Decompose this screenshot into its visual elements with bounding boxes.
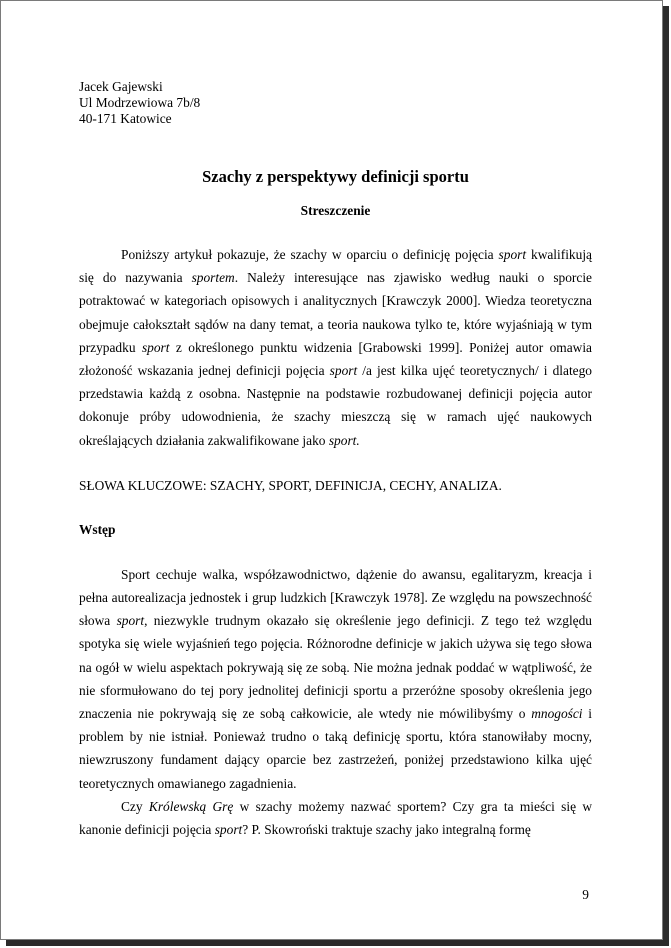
author-street: Ul Modrzewiowa 7b/8 <box>79 95 201 110</box>
page-shadow-right <box>663 6 669 946</box>
italic-term: sport <box>498 247 527 262</box>
text-run: w szachy możemy nazwać sportem? Czy gra ta mieści się w kanonie definicji pojęcia <box>79 798 592 838</box>
author-city: 40-171 Katowice <box>79 111 172 126</box>
intro-paragraph-2 <box>79 795 592 841</box>
text-run: i problem by nie istniał. Ponieważ trudno o taką definicję sportu, która stanowiłaby mocny, niewzruszony fundament dający oparcie bez zastrzeżeń, poniżej przedstawiono kilka ujęć teoretycznych omawianego zagadnienia. <box>79 706 592 791</box>
article-title: Szachy z perspektywy definicji sportu <box>202 167 469 186</box>
text-run: Poniższy artykuł pokazuje, że szachy w oparciu o definicję pojęcia <box>121 247 499 262</box>
italic-term: sport <box>141 339 170 355</box>
abstract-heading: Streszczenie <box>300 203 371 218</box>
text-run: kwalifikują się do nazywania <box>79 247 592 286</box>
keywords-line: SŁOWA KLUCZOWE: SZACHY, SPORT, DEFINICJA, CECHY, ANALIZA. <box>79 477 502 493</box>
italic-term: sport <box>116 613 145 629</box>
author-name: Jacek Gajewski <box>79 79 163 94</box>
text-run: ? P. Skowroński traktuje szachy jako integralną formę <box>242 822 531 838</box>
italic-term: Królewską Grę <box>148 798 234 814</box>
text-run: Sport cechuje walka, współzawodnictwo, dążenie do awansu, egalitaryzm, kreacja i pełna autorealizacja jednostek i grup ludzkich [Krawczyk 1978]. Ze względu na powszechność słowa <box>79 566 592 629</box>
text-run: Czy <box>121 798 149 814</box>
italic-term: sport <box>329 363 358 379</box>
intro-paragraph-1 <box>79 563 592 795</box>
abstract-paragraph <box>79 243 592 452</box>
text-run: /a jest kilka ujęć teoretycznych/ i dlatego przedstawia każdą z osobna. Następnie na podstawie rozbudowanej definicji pojęcia autor dokonuje próby udowodnienia, że szachy mieszczą się w ramach ujęć naukowych określających działania zakwalifikowane jako <box>79 363 593 448</box>
text-run: z określonego punktu widzenia [Grabowski 1999]. Poniżej autor omawia złożoność wskazania jednej definicji pojęcia <box>79 339 592 379</box>
author-address-block <box>79 79 592 127</box>
italic-term: sport. <box>328 432 360 448</box>
italic-term: sport <box>214 822 243 838</box>
section-heading-intro: Wstęp <box>79 521 116 537</box>
text-run: , niezwykle trudnym okazało się określenie jego definicji. Z tego też względu spotyka się wiele wyjaśnień tego pojęcia. Różnorodne definicje w jakich używa się tego słowa na ogół w wielu aspektach pokrywają się ze sobą. Nie można jednak poddać w wątpliwość, że nie sformułowano do tej pory jednolitej definicji sportu a przeróżne sposoby określenia jego znaczenia nie pokrywają się ze sobą całkowicie, ale wtedy nie mówilibyśmy o <box>79 613 593 722</box>
italic-term: mnogości <box>531 706 583 722</box>
text-run: . Należy interesujące nas zjawisko według nauki o sporcie potraktować w kategoriach opisowych i analitycznych [Krawczyk 2000]. Wiedza teoretyczna obejmuje całokształt sądów na dany temat, a teoria naukowa tylko te, które wyjaśniają w tym przypadku <box>79 270 593 355</box>
italic-term: sportem <box>191 270 235 286</box>
page-number: 9 <box>582 887 589 902</box>
page-shadow-bottom <box>6 940 669 946</box>
page-content <box>79 79 592 841</box>
